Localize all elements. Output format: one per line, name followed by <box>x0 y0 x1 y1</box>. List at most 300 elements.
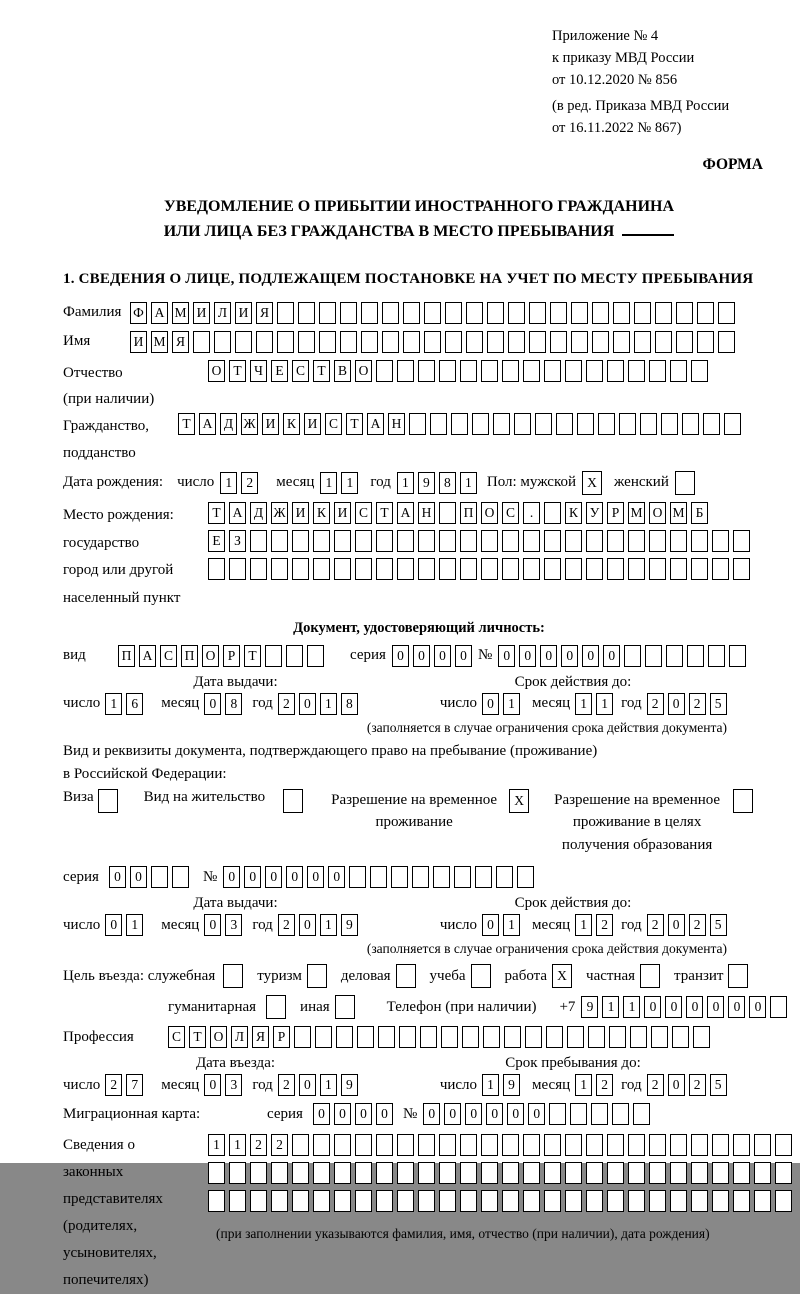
char-cell[interactable] <box>586 558 603 580</box>
char-cell[interactable]: Н <box>388 413 405 435</box>
char-cell[interactable]: И <box>304 413 321 435</box>
char-cell[interactable]: 0 <box>482 914 499 936</box>
char-cell[interactable] <box>313 1190 330 1212</box>
char-cell[interactable] <box>418 558 435 580</box>
char-cell[interactable]: Т <box>178 413 195 435</box>
char-cell[interactable]: С <box>168 1026 185 1048</box>
char-cell[interactable]: Ф <box>130 302 147 324</box>
char-cell[interactable] <box>229 558 246 580</box>
char-cell[interactable] <box>397 1134 414 1156</box>
char-cell[interactable]: 0 <box>528 1103 545 1125</box>
permit-issue-year-input[interactable] <box>278 914 362 936</box>
char-cell[interactable]: 0 <box>376 1103 393 1125</box>
char-cell[interactable] <box>612 1103 629 1125</box>
char-cell[interactable]: 0 <box>313 1103 330 1125</box>
char-cell[interactable]: Т <box>229 360 246 382</box>
char-cell[interactable]: Р <box>223 645 240 667</box>
char-cell[interactable] <box>355 1134 372 1156</box>
char-cell[interactable] <box>454 866 471 888</box>
char-cell[interactable]: 0 <box>665 996 682 1018</box>
char-cell[interactable] <box>733 1190 750 1212</box>
char-cell[interactable]: О <box>481 502 498 524</box>
char-cell[interactable] <box>565 530 582 552</box>
stay-month-input[interactable] <box>575 1074 617 1096</box>
char-cell[interactable] <box>315 1026 332 1048</box>
char-cell[interactable] <box>396 964 416 988</box>
char-cell[interactable] <box>298 331 315 353</box>
char-cell[interactable] <box>340 302 357 324</box>
char-cell[interactable]: 0 <box>299 1074 316 1096</box>
representatives-line2[interactable] <box>208 1162 796 1184</box>
char-cell[interactable]: 0 <box>105 914 122 936</box>
char-cell[interactable] <box>607 558 624 580</box>
permit-series-input[interactable] <box>109 866 193 888</box>
char-cell[interactable] <box>775 1190 792 1212</box>
char-cell[interactable]: А <box>151 302 168 324</box>
char-cell[interactable]: 1 <box>320 914 337 936</box>
char-cell[interactable]: 8 <box>439 472 456 494</box>
char-cell[interactable] <box>670 360 687 382</box>
char-cell[interactable]: Т <box>313 360 330 382</box>
char-cell[interactable]: 2 <box>689 693 706 715</box>
char-cell[interactable] <box>592 331 609 353</box>
char-cell[interactable]: 0 <box>223 866 240 888</box>
char-cell[interactable] <box>502 1134 519 1156</box>
char-cell[interactable]: 1 <box>229 1134 246 1156</box>
char-cell[interactable]: 0 <box>334 1103 351 1125</box>
char-cell[interactable] <box>418 360 435 382</box>
char-cell[interactable] <box>292 1134 309 1156</box>
char-cell[interactable] <box>424 302 441 324</box>
char-cell[interactable] <box>397 1190 414 1212</box>
char-cell[interactable]: 0 <box>423 1103 440 1125</box>
sex-female-checkbox[interactable] <box>675 471 699 495</box>
char-cell[interactable] <box>250 558 267 580</box>
purpose-humanitarian-checkbox[interactable] <box>266 995 290 1019</box>
birth-year-input[interactable] <box>397 472 481 494</box>
char-cell[interactable]: У <box>586 502 603 524</box>
char-cell[interactable] <box>628 530 645 552</box>
birth-place-line3[interactable] <box>208 558 754 580</box>
stay-day-input[interactable] <box>482 1074 524 1096</box>
char-cell[interactable]: И <box>193 302 210 324</box>
char-cell[interactable] <box>349 866 366 888</box>
char-cell[interactable] <box>370 866 387 888</box>
char-cell[interactable]: З <box>229 530 246 552</box>
char-cell[interactable] <box>718 302 735 324</box>
char-cell[interactable] <box>283 789 303 813</box>
char-cell[interactable] <box>277 302 294 324</box>
char-cell[interactable] <box>294 1026 311 1048</box>
char-cell[interactable] <box>481 1134 498 1156</box>
char-cell[interactable]: Ж <box>241 413 258 435</box>
doc-number-input[interactable] <box>498 645 750 667</box>
char-cell[interactable]: Б <box>691 502 708 524</box>
stay-year-input[interactable] <box>647 1074 731 1096</box>
char-cell[interactable] <box>355 1190 372 1212</box>
char-cell[interactable] <box>481 530 498 552</box>
char-cell[interactable] <box>691 1162 708 1184</box>
char-cell[interactable]: 0 <box>413 645 430 667</box>
char-cell[interactable]: 0 <box>204 1074 221 1096</box>
char-cell[interactable]: 0 <box>498 645 515 667</box>
char-cell[interactable]: Т <box>346 413 363 435</box>
char-cell[interactable] <box>439 1162 456 1184</box>
patronymic-input[interactable] <box>208 360 712 382</box>
char-cell[interactable] <box>682 413 699 435</box>
char-cell[interactable] <box>502 530 519 552</box>
char-cell[interactable] <box>433 866 450 888</box>
char-cell[interactable] <box>376 558 393 580</box>
char-cell[interactable] <box>335 995 355 1019</box>
char-cell[interactable]: 0 <box>130 866 147 888</box>
char-cell[interactable]: Н <box>418 502 435 524</box>
char-cell[interactable] <box>424 331 441 353</box>
char-cell[interactable] <box>649 1162 666 1184</box>
char-cell[interactable]: 2 <box>250 1134 267 1156</box>
valid-year-input[interactable] <box>647 693 731 715</box>
char-cell[interactable] <box>565 1134 582 1156</box>
char-cell[interactable] <box>403 302 420 324</box>
char-cell[interactable] <box>565 1190 582 1212</box>
char-cell[interactable] <box>523 1162 540 1184</box>
char-cell[interactable] <box>565 360 582 382</box>
char-cell[interactable] <box>193 331 210 353</box>
char-cell[interactable] <box>712 1190 729 1212</box>
char-cell[interactable] <box>577 413 594 435</box>
char-cell[interactable] <box>313 1134 330 1156</box>
char-cell[interactable]: 1 <box>602 996 619 1018</box>
char-cell[interactable] <box>271 1162 288 1184</box>
char-cell[interactable] <box>397 1162 414 1184</box>
char-cell[interactable]: К <box>283 413 300 435</box>
char-cell[interactable]: А <box>397 502 414 524</box>
char-cell[interactable]: Л <box>214 302 231 324</box>
char-cell[interactable] <box>697 331 714 353</box>
char-cell[interactable] <box>712 558 729 580</box>
char-cell[interactable]: 5 <box>710 693 727 715</box>
char-cell[interactable]: 0 <box>561 645 578 667</box>
char-cell[interactable] <box>691 558 708 580</box>
char-cell[interactable] <box>475 866 492 888</box>
char-cell[interactable]: 0 <box>540 645 557 667</box>
char-cell[interactable] <box>649 1190 666 1212</box>
char-cell[interactable]: О <box>202 645 219 667</box>
char-cell[interactable]: Д <box>250 502 267 524</box>
char-cell[interactable] <box>271 530 288 552</box>
char-cell[interactable] <box>172 866 189 888</box>
char-cell[interactable] <box>292 558 309 580</box>
char-cell[interactable] <box>523 360 540 382</box>
char-cell[interactable] <box>697 302 714 324</box>
char-cell[interactable] <box>655 302 672 324</box>
char-cell[interactable] <box>208 1162 225 1184</box>
char-cell[interactable]: 8 <box>341 693 358 715</box>
char-cell[interactable]: 0 <box>507 1103 524 1125</box>
mk-number-input[interactable] <box>423 1103 654 1125</box>
char-cell[interactable] <box>256 331 273 353</box>
char-cell[interactable] <box>376 1134 393 1156</box>
purpose-transit-checkbox[interactable] <box>728 964 752 988</box>
char-cell[interactable] <box>544 502 561 524</box>
char-cell[interactable] <box>403 331 420 353</box>
char-cell[interactable] <box>514 413 531 435</box>
char-cell[interactable] <box>649 1134 666 1156</box>
char-cell[interactable]: И <box>262 413 279 435</box>
citizenship-input[interactable] <box>178 413 745 435</box>
char-cell[interactable] <box>376 530 393 552</box>
char-cell[interactable]: 2 <box>271 1134 288 1156</box>
mk-series-input[interactable] <box>313 1103 397 1125</box>
char-cell[interactable] <box>391 866 408 888</box>
char-cell[interactable] <box>481 1162 498 1184</box>
char-cell[interactable] <box>229 1190 246 1212</box>
char-cell[interactable] <box>307 964 327 988</box>
char-cell[interactable]: 1 <box>482 1074 499 1096</box>
char-cell[interactable] <box>334 558 351 580</box>
char-cell[interactable]: Ж <box>271 502 288 524</box>
char-cell[interactable] <box>265 645 282 667</box>
char-cell[interactable] <box>98 789 118 813</box>
char-cell[interactable] <box>397 530 414 552</box>
given-name-input[interactable] <box>130 331 739 353</box>
char-cell[interactable] <box>544 1190 561 1212</box>
char-cell[interactable] <box>508 331 525 353</box>
char-cell[interactable] <box>670 1134 687 1156</box>
char-cell[interactable] <box>712 530 729 552</box>
char-cell[interactable] <box>535 413 552 435</box>
char-cell[interactable]: 2 <box>647 693 664 715</box>
char-cell[interactable]: А <box>229 502 246 524</box>
char-cell[interactable] <box>556 413 573 435</box>
char-cell[interactable] <box>628 558 645 580</box>
char-cell[interactable]: С <box>160 645 177 667</box>
representatives-line3[interactable] <box>208 1190 796 1212</box>
char-cell[interactable]: 0 <box>749 996 766 1018</box>
char-cell[interactable] <box>712 1134 729 1156</box>
char-cell[interactable] <box>670 1162 687 1184</box>
char-cell[interactable] <box>546 1026 563 1048</box>
char-cell[interactable]: 1 <box>208 1134 225 1156</box>
char-cell[interactable] <box>487 302 504 324</box>
char-cell[interactable] <box>208 1190 225 1212</box>
purpose-official-checkbox[interactable] <box>223 964 247 988</box>
char-cell[interactable] <box>462 1026 479 1048</box>
char-cell[interactable] <box>565 558 582 580</box>
char-cell[interactable] <box>502 360 519 382</box>
char-cell[interactable] <box>313 1162 330 1184</box>
char-cell[interactable]: И <box>235 302 252 324</box>
char-cell[interactable] <box>712 1162 729 1184</box>
char-cell[interactable] <box>586 1162 603 1184</box>
char-cell[interactable] <box>691 530 708 552</box>
char-cell[interactable]: 0 <box>299 693 316 715</box>
char-cell[interactable] <box>334 1162 351 1184</box>
char-cell[interactable]: 5 <box>710 1074 727 1096</box>
char-cell[interactable] <box>376 1190 393 1212</box>
char-cell[interactable] <box>319 302 336 324</box>
char-cell[interactable] <box>655 331 672 353</box>
char-cell[interactable]: 9 <box>341 914 358 936</box>
char-cell[interactable]: Л <box>231 1026 248 1048</box>
char-cell[interactable]: М <box>151 331 168 353</box>
char-cell[interactable] <box>355 558 372 580</box>
char-cell[interactable] <box>355 1162 372 1184</box>
char-cell[interactable] <box>633 1103 650 1125</box>
char-cell[interactable]: 2 <box>647 1074 664 1096</box>
char-cell[interactable] <box>382 331 399 353</box>
purpose-business-checkbox[interactable] <box>396 964 420 988</box>
sex-male-checkbox[interactable] <box>582 471 606 495</box>
char-cell[interactable] <box>504 1026 521 1048</box>
permit-valid-year-input[interactable] <box>647 914 731 936</box>
char-cell[interactable] <box>733 1162 750 1184</box>
char-cell[interactable]: О <box>649 502 666 524</box>
char-cell[interactable] <box>529 331 546 353</box>
char-cell[interactable] <box>565 1162 582 1184</box>
char-cell[interactable] <box>754 1190 771 1212</box>
char-cell[interactable]: 9 <box>581 996 598 1018</box>
char-cell[interactable] <box>472 413 489 435</box>
char-cell[interactable]: Я <box>252 1026 269 1048</box>
char-cell[interactable]: 1 <box>320 693 337 715</box>
char-cell[interactable] <box>607 1134 624 1156</box>
char-cell[interactable]: С <box>502 502 519 524</box>
char-cell[interactable] <box>586 530 603 552</box>
char-cell[interactable]: Р <box>607 502 624 524</box>
char-cell[interactable] <box>418 1190 435 1212</box>
char-cell[interactable] <box>517 866 534 888</box>
char-cell[interactable] <box>592 302 609 324</box>
purpose-study-checkbox[interactable] <box>471 964 495 988</box>
char-cell[interactable] <box>420 1026 437 1048</box>
char-cell[interactable] <box>292 1162 309 1184</box>
char-cell[interactable] <box>529 302 546 324</box>
permit-number-input[interactable] <box>223 866 538 888</box>
char-cell[interactable]: 1 <box>126 914 143 936</box>
char-cell[interactable] <box>376 1162 393 1184</box>
char-cell[interactable]: С <box>292 360 309 382</box>
char-cell[interactable]: П <box>460 502 477 524</box>
char-cell[interactable]: 0 <box>286 866 303 888</box>
char-cell[interactable]: 3 <box>225 914 242 936</box>
char-cell[interactable]: Т <box>208 502 225 524</box>
surname-input[interactable] <box>130 302 739 324</box>
char-cell[interactable]: 0 <box>444 1103 461 1125</box>
char-cell[interactable] <box>586 360 603 382</box>
char-cell[interactable]: И <box>334 502 351 524</box>
char-cell[interactable] <box>645 645 662 667</box>
char-cell[interactable] <box>451 413 468 435</box>
char-cell[interactable]: 0 <box>265 866 282 888</box>
char-cell[interactable] <box>307 645 324 667</box>
char-cell[interactable] <box>430 413 447 435</box>
char-cell[interactable]: X <box>509 789 529 813</box>
char-cell[interactable] <box>729 645 746 667</box>
char-cell[interactable]: 1 <box>503 914 520 936</box>
char-cell[interactable]: 2 <box>278 1074 295 1096</box>
char-cell[interactable]: 0 <box>668 1074 685 1096</box>
char-cell[interactable]: Т <box>244 645 261 667</box>
char-cell[interactable] <box>376 360 393 382</box>
char-cell[interactable] <box>397 558 414 580</box>
char-cell[interactable]: 1 <box>105 693 122 715</box>
permit-issue-day-input[interactable] <box>105 914 147 936</box>
char-cell[interactable] <box>628 360 645 382</box>
char-cell[interactable] <box>229 1162 246 1184</box>
char-cell[interactable] <box>586 1190 603 1212</box>
char-cell[interactable] <box>691 1134 708 1156</box>
visa-checkbox[interactable] <box>98 789 122 813</box>
char-cell[interactable] <box>208 558 225 580</box>
birth-place-line1[interactable] <box>208 502 754 524</box>
char-cell[interactable]: И <box>130 331 147 353</box>
char-cell[interactable]: 2 <box>596 914 613 936</box>
char-cell[interactable]: 0 <box>482 693 499 715</box>
char-cell[interactable] <box>598 413 615 435</box>
char-cell[interactable] <box>418 1134 435 1156</box>
char-cell[interactable] <box>439 530 456 552</box>
char-cell[interactable] <box>298 302 315 324</box>
char-cell[interactable] <box>523 530 540 552</box>
char-cell[interactable]: X <box>582 471 602 495</box>
char-cell[interactable] <box>609 1026 626 1048</box>
char-cell[interactable] <box>409 413 426 435</box>
char-cell[interactable]: 0 <box>328 866 345 888</box>
char-cell[interactable] <box>214 331 231 353</box>
char-cell[interactable] <box>718 331 735 353</box>
char-cell[interactable] <box>754 1134 771 1156</box>
char-cell[interactable]: 1 <box>575 914 592 936</box>
char-cell[interactable] <box>361 331 378 353</box>
char-cell[interactable]: А <box>199 413 216 435</box>
char-cell[interactable]: Р <box>273 1026 290 1048</box>
char-cell[interactable] <box>549 1103 566 1125</box>
char-cell[interactable]: 9 <box>341 1074 358 1096</box>
char-cell[interactable]: 0 <box>204 693 221 715</box>
char-cell[interactable]: 0 <box>299 914 316 936</box>
char-cell[interactable] <box>445 331 462 353</box>
char-cell[interactable] <box>502 1162 519 1184</box>
char-cell[interactable]: С <box>355 502 372 524</box>
char-cell[interactable] <box>728 964 748 988</box>
purpose-work-checkbox[interactable] <box>552 964 576 988</box>
entry-year-input[interactable] <box>278 1074 362 1096</box>
char-cell[interactable] <box>628 1162 645 1184</box>
char-cell[interactable] <box>770 996 787 1018</box>
char-cell[interactable] <box>277 331 294 353</box>
char-cell[interactable]: Я <box>172 331 189 353</box>
char-cell[interactable]: К <box>313 502 330 524</box>
char-cell[interactable] <box>250 530 267 552</box>
char-cell[interactable] <box>607 360 624 382</box>
char-cell[interactable] <box>591 1103 608 1125</box>
purpose-private-checkbox[interactable] <box>640 964 664 988</box>
char-cell[interactable] <box>412 866 429 888</box>
char-cell[interactable]: 1 <box>320 1074 337 1096</box>
valid-month-input[interactable] <box>575 693 617 715</box>
char-cell[interactable]: 0 <box>686 996 703 1018</box>
char-cell[interactable] <box>460 1134 477 1156</box>
char-cell[interactable] <box>544 360 561 382</box>
char-cell[interactable] <box>502 558 519 580</box>
char-cell[interactable] <box>733 558 750 580</box>
char-cell[interactable] <box>571 302 588 324</box>
char-cell[interactable] <box>271 1190 288 1212</box>
char-cell[interactable] <box>481 558 498 580</box>
char-cell[interactable] <box>567 1026 584 1048</box>
char-cell[interactable]: 1 <box>220 472 237 494</box>
